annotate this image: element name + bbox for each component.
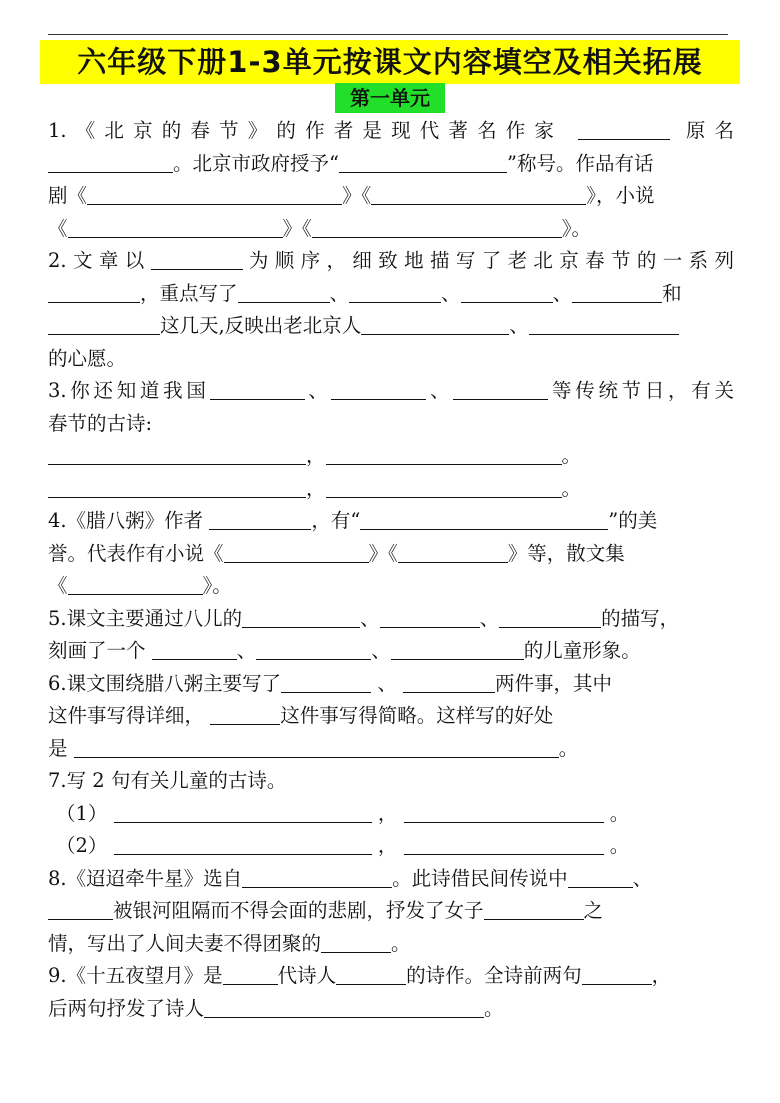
question-5-line-2: 刻画了一个 、 、 的儿童形象。 bbox=[48, 639, 641, 662]
question-8-line-2: 被银河阻隔而不得会面的悲剧，抒发了女子 之 bbox=[48, 892, 734, 925]
blank[interactable] bbox=[238, 280, 330, 303]
blank[interactable] bbox=[349, 280, 441, 303]
blank[interactable] bbox=[74, 735, 559, 758]
question-3-line-1: 3.你还知道我国 、 、 等传统节日，有关 bbox=[48, 379, 734, 402]
question-9-line-1: 9.《十五夜望月》是 代诗人 的诗作。全诗前两句 ， bbox=[48, 964, 672, 987]
question-7-line-1: 7.写 2 句有关儿童的古诗。 bbox=[48, 769, 287, 792]
question-8-line-3: 情，写出了人间夫妻不得团聚的 。 bbox=[48, 931, 411, 955]
blank[interactable] bbox=[281, 670, 371, 693]
page-title: 六年级下册1-3单元按课文内容填空及相关拓展 bbox=[77, 45, 703, 79]
unit-banner bbox=[335, 83, 445, 113]
blank[interactable] bbox=[256, 637, 371, 660]
blank[interactable] bbox=[326, 442, 562, 465]
blank[interactable] bbox=[321, 930, 391, 953]
question-4-line-2: 誉。代表作有小说《 》《 》等，散文集 bbox=[48, 541, 625, 565]
blank[interactable] bbox=[582, 962, 652, 985]
blank[interactable] bbox=[209, 507, 311, 530]
header-rule bbox=[48, 34, 728, 35]
question-2-line-1: 2.文章以 为顺序，细致地描写了老北京春节的一系列 bbox=[48, 249, 734, 272]
blank[interactable] bbox=[331, 377, 426, 400]
question-6-line-1: 6.课文围绕腊八粥主要写了 、 两件事，其中 bbox=[48, 671, 613, 695]
blank[interactable] bbox=[484, 897, 584, 920]
question-4-line-1: 4.《腊八粥》作者 ，有“ ”的美 bbox=[48, 509, 658, 532]
blank[interactable] bbox=[398, 540, 508, 563]
blank[interactable] bbox=[151, 247, 243, 270]
blank[interactable] bbox=[453, 377, 548, 400]
question-8-line-1: 8.《迢迢牵牛星》选自 。此诗借民间传说中 、 bbox=[48, 866, 653, 890]
blank[interactable] bbox=[114, 832, 372, 855]
blank[interactable] bbox=[572, 280, 662, 303]
blank[interactable] bbox=[403, 670, 495, 693]
unit-heading: 第一单元 bbox=[350, 86, 430, 110]
question-3-poem-line-1: ， 。 bbox=[48, 437, 734, 470]
blank[interactable] bbox=[404, 832, 604, 855]
blank[interactable] bbox=[371, 182, 586, 205]
blank[interactable] bbox=[380, 605, 480, 628]
question-2-line-2: ，重点写了 、 、 、 和 bbox=[48, 275, 734, 308]
blank[interactable] bbox=[114, 800, 372, 823]
question-6-line-3: 是 。 bbox=[48, 736, 579, 760]
question-1-line-2: 。北京市政府授予“ ”称号。作品有话 bbox=[48, 145, 734, 178]
blank[interactable] bbox=[326, 475, 562, 498]
blank[interactable] bbox=[68, 215, 283, 238]
blank[interactable] bbox=[578, 117, 670, 140]
blank[interactable] bbox=[242, 605, 360, 628]
blank[interactable] bbox=[391, 637, 524, 660]
blank[interactable] bbox=[224, 540, 369, 563]
blank[interactable] bbox=[48, 442, 306, 465]
blank[interactable] bbox=[461, 280, 553, 303]
question-2-line-3: 这几天,反映出老北京人 、 bbox=[48, 307, 734, 340]
blank[interactable] bbox=[242, 865, 392, 888]
question-1-line-3: 剧《 》《 》，小说 bbox=[48, 184, 655, 207]
blank[interactable] bbox=[361, 312, 509, 335]
question-3-line-2: 春节的古诗: bbox=[48, 411, 153, 435]
blank[interactable] bbox=[68, 572, 203, 595]
blank[interactable] bbox=[499, 605, 601, 628]
question-3-poem-line-2: ， 。 bbox=[48, 470, 734, 503]
title-banner bbox=[40, 40, 740, 84]
blank[interactable] bbox=[336, 962, 406, 985]
blank[interactable] bbox=[204, 995, 484, 1018]
worksheet-body bbox=[48, 112, 734, 1022]
question-7-item-2: （2） ， 。 bbox=[56, 834, 630, 857]
blank[interactable] bbox=[568, 865, 633, 888]
blank[interactable] bbox=[404, 800, 604, 823]
blank[interactable] bbox=[529, 312, 679, 335]
blank[interactable] bbox=[48, 280, 140, 303]
blank[interactable] bbox=[152, 637, 237, 660]
blank[interactable] bbox=[360, 507, 608, 530]
question-1-line-4: 《 》《 》。 bbox=[48, 216, 592, 240]
blank[interactable] bbox=[48, 150, 173, 173]
question-5-line-1: 5.课文主要通过八儿的 、 、 的描写， bbox=[48, 606, 680, 630]
blank[interactable] bbox=[210, 702, 280, 725]
question-2-line-4: 的心愿。 bbox=[48, 346, 127, 370]
blank[interactable] bbox=[87, 182, 342, 205]
question-7-item-1: （1） ， 。 bbox=[56, 801, 630, 825]
question-9-line-2: 后两句抒发了诗人 。 bbox=[48, 996, 504, 1020]
blank[interactable] bbox=[210, 377, 305, 400]
blank[interactable] bbox=[312, 215, 562, 238]
blank[interactable] bbox=[223, 962, 278, 985]
question-6-line-2: 这件事写得详细， 这件事写得简略。这样写的好处 bbox=[48, 704, 554, 727]
question-4-line-3: 《 》。 bbox=[48, 574, 232, 597]
blank[interactable] bbox=[48, 475, 306, 498]
question-1-line-1: 1.《北京的春节》的作者是现代著名作家 原名 bbox=[48, 119, 735, 142]
blank[interactable] bbox=[48, 897, 113, 920]
blank[interactable] bbox=[48, 312, 160, 335]
blank[interactable] bbox=[339, 150, 507, 173]
